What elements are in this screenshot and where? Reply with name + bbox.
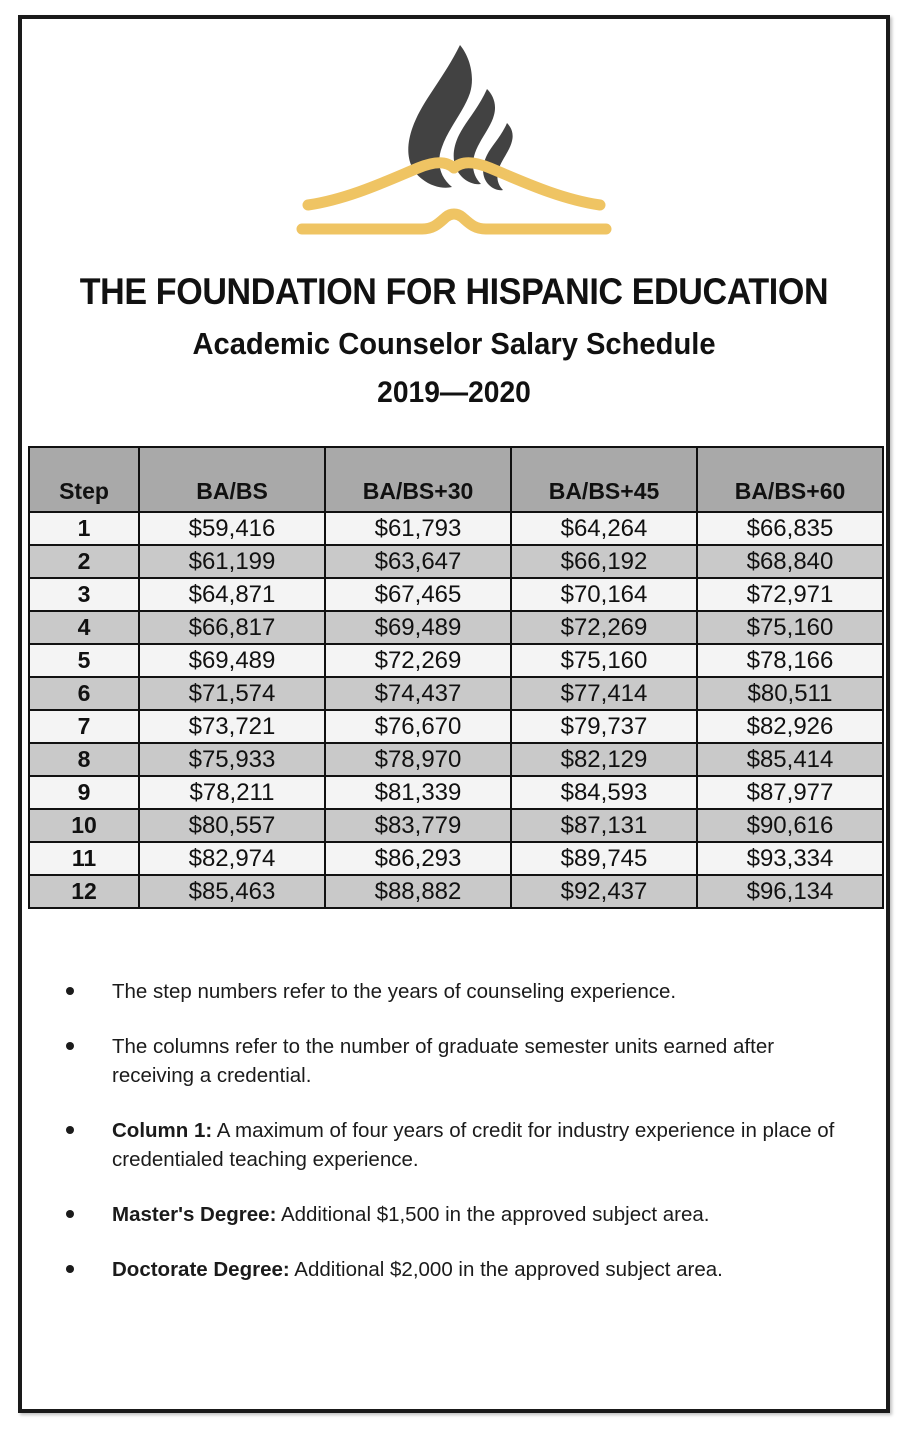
cell-salary: $72,269 xyxy=(325,644,511,677)
column-header-step: Step xyxy=(29,447,139,512)
cell-salary: $64,871 xyxy=(139,578,325,611)
note-text: Additional $1,500 in the approved subject area. xyxy=(276,1203,710,1226)
table-row xyxy=(29,611,883,644)
cell-salary: $89,745 xyxy=(511,842,697,875)
list-item xyxy=(22,977,886,1006)
table-row xyxy=(29,776,883,809)
cell-salary: $66,835 xyxy=(697,512,883,545)
note-text: A maximum of four years of credit for industry experience in place of credentialed teaching experience. xyxy=(112,1119,835,1171)
note-lead-label: Doctorate Degree: xyxy=(112,1258,290,1281)
cell-salary: $67,465 xyxy=(325,578,511,611)
cell-salary: $76,670 xyxy=(325,710,511,743)
cell-salary: $75,160 xyxy=(697,611,883,644)
page-title: THE FOUNDATION FOR HISPANIC EDUCATION xyxy=(79,271,829,312)
column-header-babs45: BA/BS+45 xyxy=(511,447,697,512)
cell-salary: $64,264 xyxy=(511,512,697,545)
note-lead-label: Column 1: xyxy=(112,1119,213,1142)
salary-table-body xyxy=(29,512,883,908)
document-frame xyxy=(18,15,890,1413)
cell-salary: $96,134 xyxy=(697,875,883,908)
cell-salary: $87,131 xyxy=(511,809,697,842)
table-row xyxy=(29,644,883,677)
cell-salary: $86,293 xyxy=(325,842,511,875)
cell-step: 1 xyxy=(29,512,139,545)
document-subtitle: Academic Counselor Salary Schedule xyxy=(192,326,716,361)
bullet-icon xyxy=(66,1042,74,1050)
cell-step: 5 xyxy=(29,644,139,677)
table-row xyxy=(29,809,883,842)
cell-salary: $82,974 xyxy=(139,842,325,875)
cell-salary: $80,557 xyxy=(139,809,325,842)
cell-salary: $82,926 xyxy=(697,710,883,743)
cell-salary: $81,339 xyxy=(325,776,511,809)
table-row xyxy=(29,875,883,908)
cell-salary: $69,489 xyxy=(139,644,325,677)
note-text: The step numbers refer to the years of counseling experience. xyxy=(112,980,677,1003)
cell-salary: $87,977 xyxy=(697,776,883,809)
cell-salary: $85,414 xyxy=(697,743,883,776)
table-row xyxy=(29,743,883,776)
cell-step: 6 xyxy=(29,677,139,710)
cell-step: 8 xyxy=(29,743,139,776)
cell-salary: $59,416 xyxy=(139,512,325,545)
cell-step: 9 xyxy=(29,776,139,809)
table-row xyxy=(29,842,883,875)
cell-salary: $83,779 xyxy=(325,809,511,842)
table-row xyxy=(29,710,883,743)
list-item xyxy=(22,1255,886,1284)
cell-salary: $63,647 xyxy=(325,545,511,578)
cell-salary: $78,970 xyxy=(325,743,511,776)
open-book-icon xyxy=(302,163,606,229)
cell-step: 4 xyxy=(29,611,139,644)
cell-salary: $77,414 xyxy=(511,677,697,710)
column-header-babs30: BA/BS+30 xyxy=(325,447,511,512)
cell-step: 2 xyxy=(29,545,139,578)
document-header xyxy=(22,19,886,439)
cell-salary: $78,166 xyxy=(697,644,883,677)
cell-salary: $66,817 xyxy=(139,611,325,644)
cell-salary: $74,437 xyxy=(325,677,511,710)
cell-salary: $75,160 xyxy=(511,644,697,677)
cell-salary: $80,511 xyxy=(697,677,883,710)
cell-step: 3 xyxy=(29,578,139,611)
cell-salary: $69,489 xyxy=(325,611,511,644)
bullet-icon xyxy=(66,1265,74,1273)
cell-salary: $93,334 xyxy=(697,842,883,875)
cell-salary: $71,574 xyxy=(139,677,325,710)
bullet-icon xyxy=(66,1210,74,1218)
table-row xyxy=(29,578,883,611)
cell-salary: $68,840 xyxy=(697,545,883,578)
cell-salary: $75,933 xyxy=(139,743,325,776)
cell-salary: $90,616 xyxy=(697,809,883,842)
school-year-range: 2019—2020 xyxy=(377,376,531,409)
list-item xyxy=(22,1032,886,1090)
cell-salary: $85,463 xyxy=(139,875,325,908)
cell-salary: $66,192 xyxy=(511,545,697,578)
cell-step: 11 xyxy=(29,842,139,875)
table-header-row xyxy=(29,447,883,512)
cell-salary: $70,164 xyxy=(511,578,697,611)
cell-salary: $92,437 xyxy=(511,875,697,908)
salary-schedule-table xyxy=(28,446,884,909)
bullet-icon xyxy=(66,1126,74,1134)
cell-salary: $84,593 xyxy=(511,776,697,809)
organization-logo xyxy=(294,37,614,247)
list-item xyxy=(22,1200,886,1229)
cell-salary: $79,737 xyxy=(511,710,697,743)
cell-salary: $78,211 xyxy=(139,776,325,809)
table-row xyxy=(29,512,883,545)
cell-step: 12 xyxy=(29,875,139,908)
note-lead-label: Master's Degree: xyxy=(112,1203,277,1226)
cell-salary: $73,721 xyxy=(139,710,325,743)
column-header-babs60: BA/BS+60 xyxy=(697,447,883,512)
list-item xyxy=(22,1116,886,1174)
note-text: Additional $2,000 in the approved subject area. xyxy=(289,1258,723,1281)
cell-salary: $61,199 xyxy=(139,545,325,578)
cell-salary: $72,971 xyxy=(697,578,883,611)
cell-salary: $88,882 xyxy=(325,875,511,908)
cell-salary: $61,793 xyxy=(325,512,511,545)
cell-salary: $72,269 xyxy=(511,611,697,644)
table-row xyxy=(29,677,883,710)
notes-list xyxy=(22,977,886,1310)
table-row xyxy=(29,545,883,578)
cell-step: 7 xyxy=(29,710,139,743)
note-text: The columns refer to the number of graduate semester units earned after receiving a credential. xyxy=(112,1035,775,1087)
cell-salary: $82,129 xyxy=(511,743,697,776)
cell-step: 10 xyxy=(29,809,139,842)
column-header-babs: BA/BS xyxy=(139,447,325,512)
bullet-icon xyxy=(66,987,74,995)
